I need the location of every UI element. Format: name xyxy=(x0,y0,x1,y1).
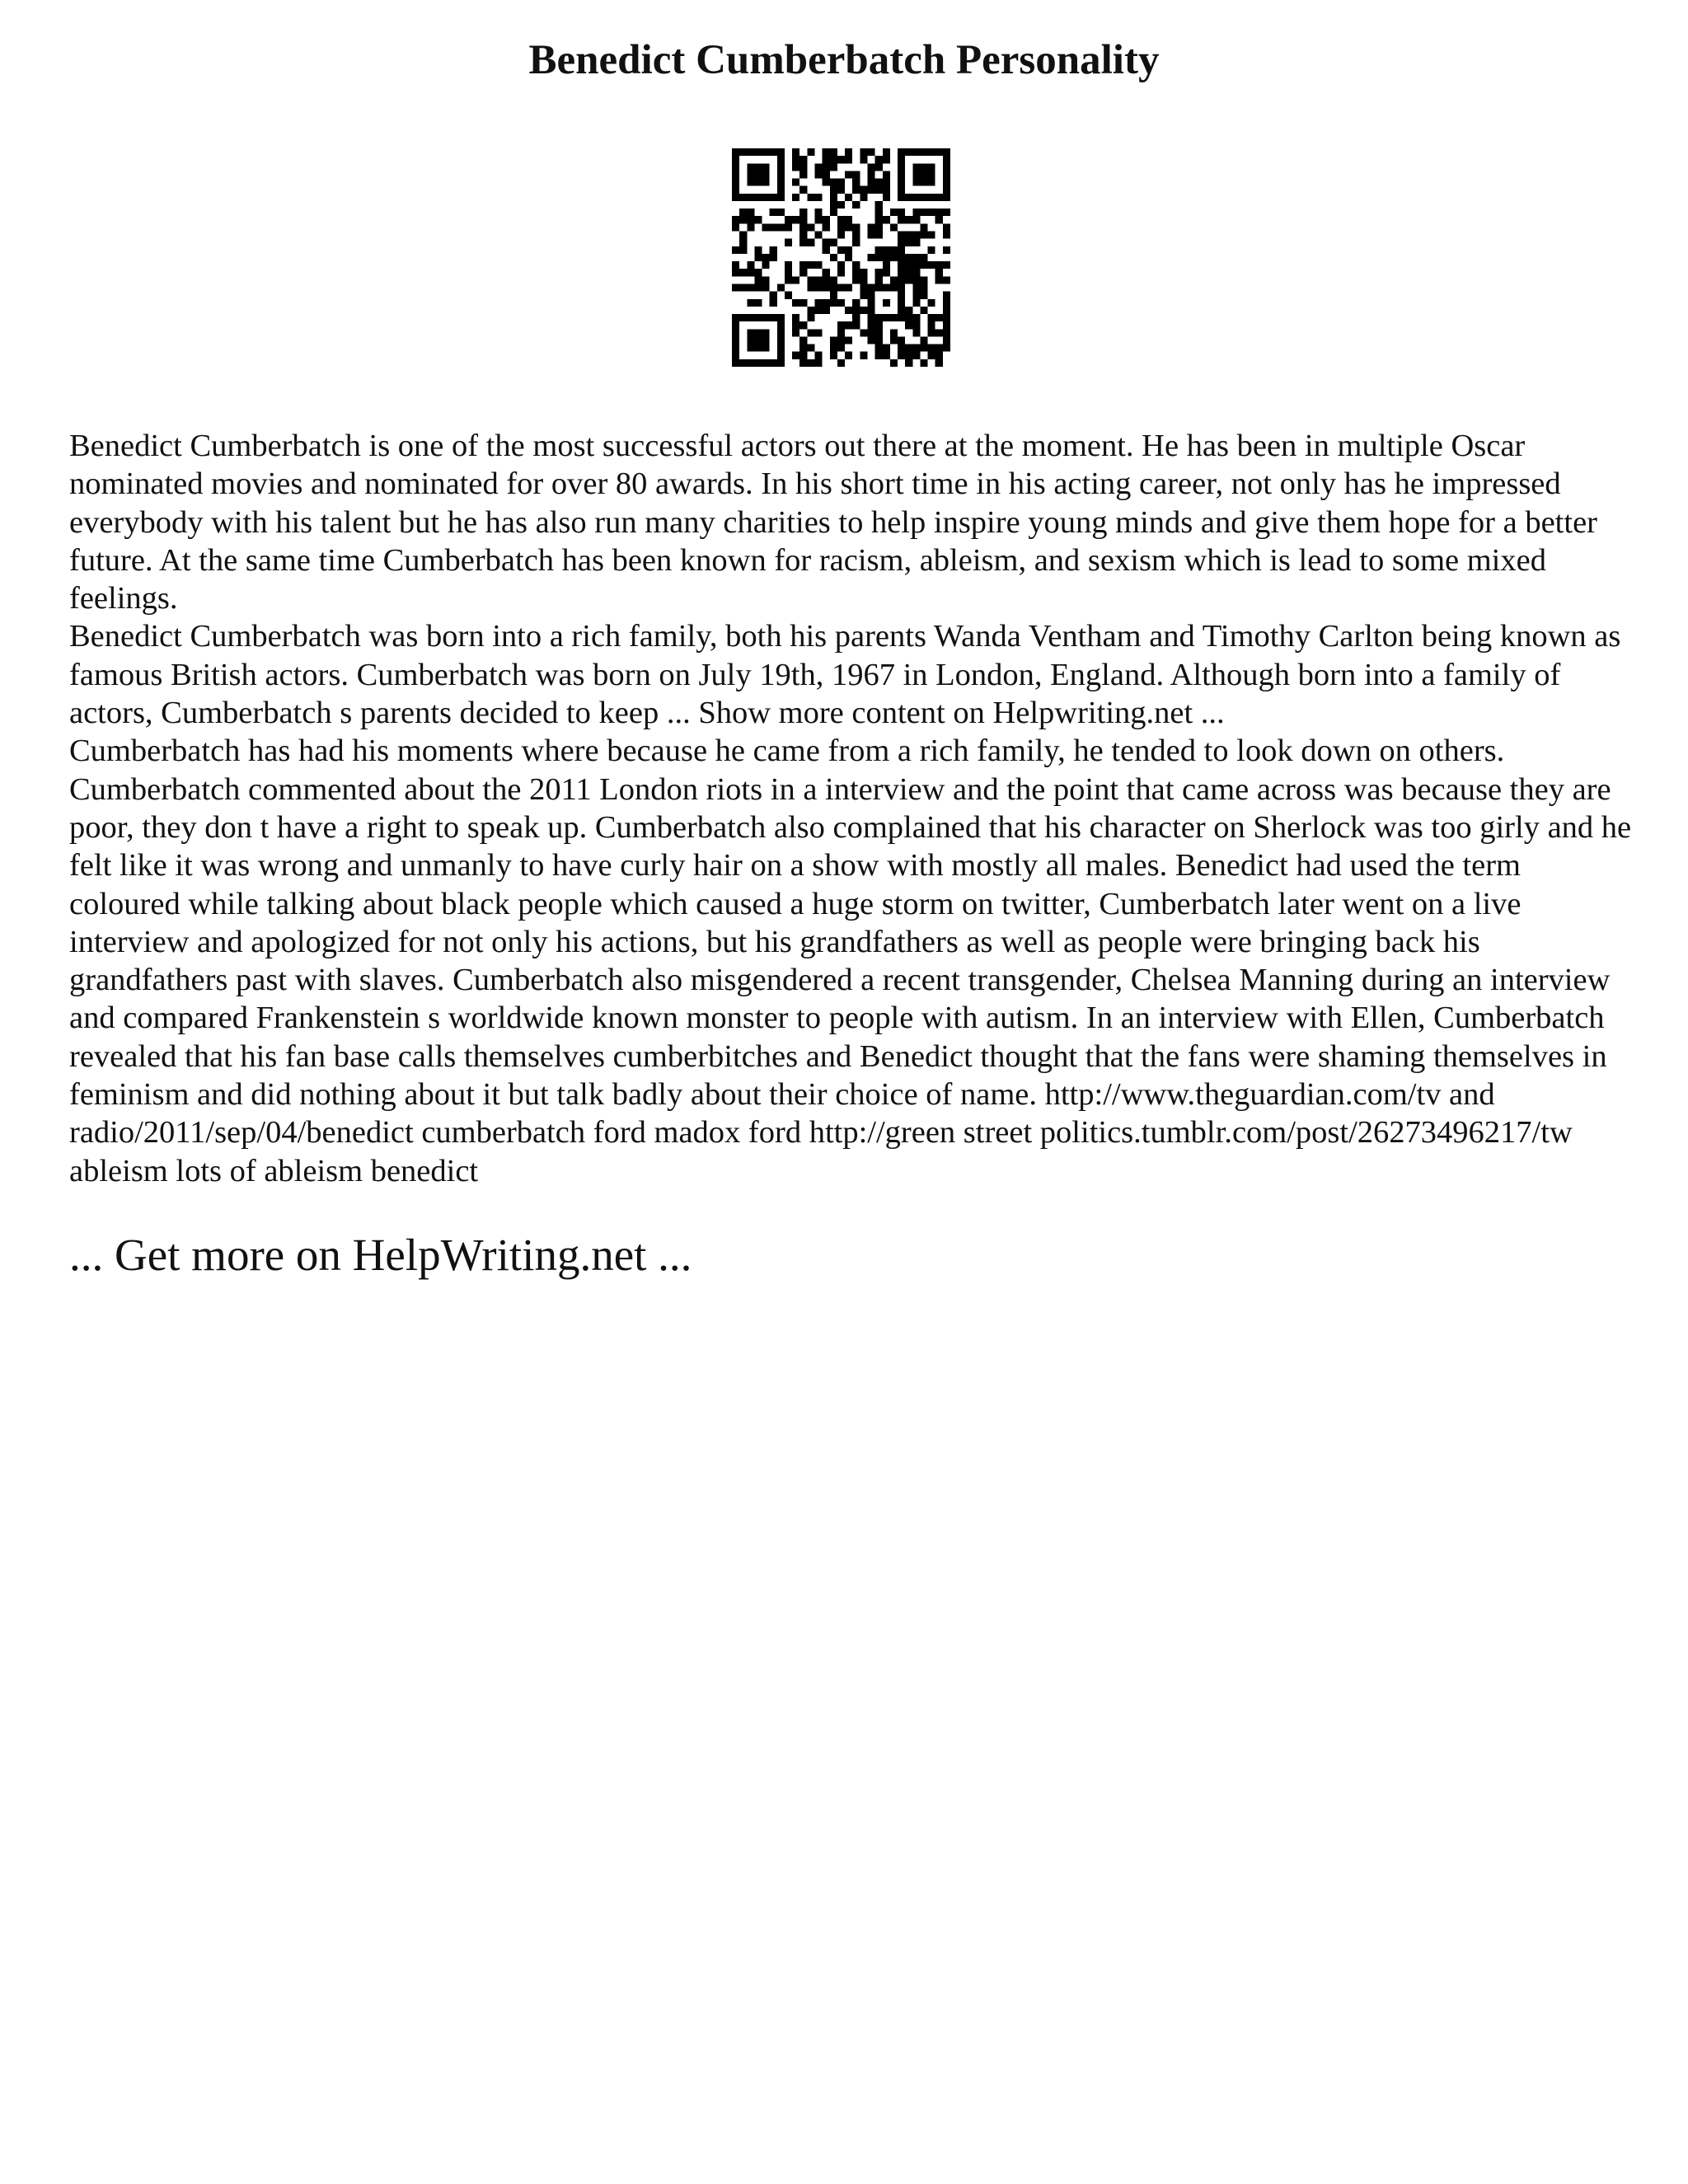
article-body xyxy=(69,427,1635,1190)
paragraph-intro: Benedict Cumberbatch is one of the most successful actors out there at the moment. He has been in multiple Oscar nominated movies and nominated for over 80 awards. In his short time in his acting career, not only has he impressed everybody with his talent but he has also run many charities to help inspire young minds and give them hope for a better future. At the same time Cumberbatch has been known for racism, ableism, and sexism which is lead to some mixed feelings. xyxy=(69,429,1597,616)
paragraph-background: Benedict Cumberbatch was born into a rich family, both his parents Wanda Ventham and Timothy Carlton being known as famous British actors. Cumberbatch was born on July 19th, 1967 in London, England. Although born into a family of actors, Cumberbatch s parents decided to keep ... Show more content on Helpwriting.net ... xyxy=(69,619,1621,731)
page-title: Benedict Cumberbatch Personality xyxy=(528,37,1160,83)
qr-code-icon xyxy=(732,148,950,367)
paragraph-controversies: Cumberbatch has had his moments where because he came from a rich family, he tended to look down on others. Cumberbatch commented about the 2011 London riots in a interview and the point that came across was because they are poor, they don t have a right to speak up. Cumberbatch also complained that his character on Sherlock was too girly and he felt like it was wrong and unmanly to have curly hair on a show with mostly all males. Benedict had used the term coloured while talking about black people which caused a huge storm on twitter, Cumberbatch later went on a live interview and apologized for not only his actions, but his grandfathers as well as people were bringing back his grandfathers past with slaves. Cumberbatch also misgendered a recent transgender, Chelsea Manning during an interview and compared Frankenstein s worldwide known monster to people with autism. In an interview with Ellen, Cumberbatch revealed that his fan base calls themselves cumberbitches and Benedict thought that the fans were shaming themselves in feminism and did nothing about it but talk badly about their choice of name. http://www.theguardian.com/tv and radio/2011/sep/04/benedict cumberbatch ford madox ford http://green street politics.tumblr.com/post/26273496217/tw ableism lots of ableism benedict xyxy=(69,733,1632,1188)
get-more-link[interactable]: ... Get more on HelpWriting.net ... xyxy=(69,1230,692,1280)
